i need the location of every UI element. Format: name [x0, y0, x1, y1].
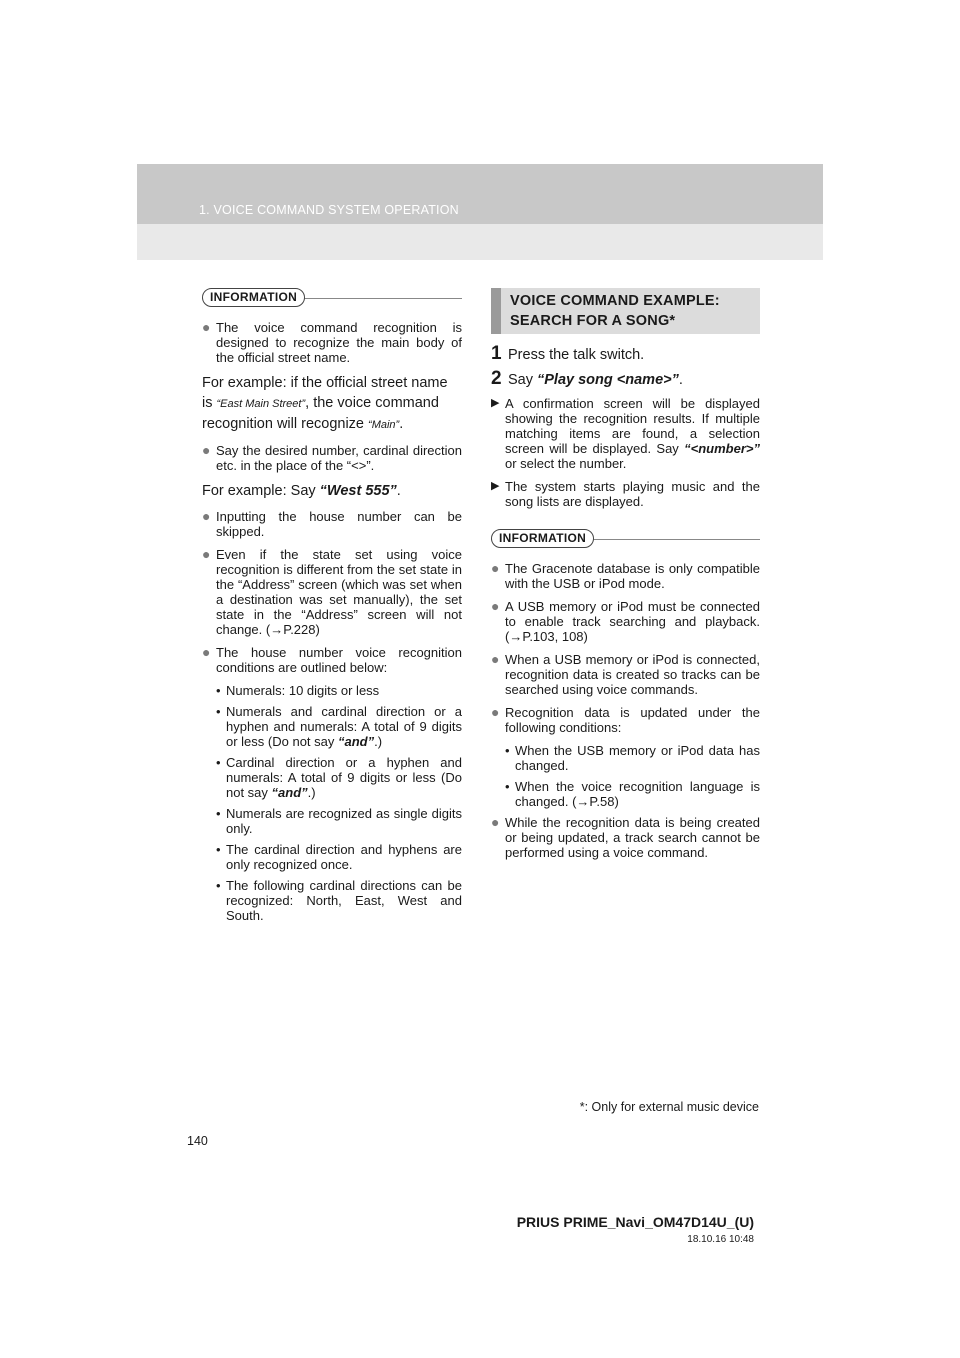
- dot-icon: •: [505, 779, 510, 794]
- bullet-text: Say the desired number, cardinal direction etc. in the place of the “<>”.: [216, 443, 462, 473]
- example-street-name: For example: if the official street name is “East Main Street”, the voice command recognition will recognize “Main”.: [202, 375, 448, 432]
- information-box-header: [491, 529, 760, 549]
- step-text: Say “Play song <name>”.: [508, 372, 683, 388]
- info-bullet: ● While the recognition data is being created or being updated, a track search cannot be performed using a voice command.: [491, 814, 760, 860]
- right-column: [491, 288, 760, 868]
- sub-item: • When the voice recognition language is changed. (→P.58): [505, 779, 760, 809]
- information-tag: INFORMATION: [491, 529, 594, 548]
- bullet-icon: ●: [202, 319, 211, 335]
- section-header-title: 1. VOICE COMMAND SYSTEM OPERATION: [199, 203, 459, 217]
- document-timestamp: 18.10.16 10:48: [687, 1234, 754, 1245]
- bullet-text: Inputting the house number can be skipped.: [216, 509, 462, 539]
- header-top-bar: [137, 164, 823, 224]
- step-2: [491, 368, 760, 389]
- bullet-text: The voice command recognition is designed to recognize the main body of the official street name.: [216, 320, 462, 365]
- section-heading-bar: [491, 288, 501, 334]
- left-column: [202, 288, 462, 929]
- bullet-icon: ●: [202, 546, 211, 562]
- arrow-icon: ▶: [491, 480, 500, 492]
- bullet-icon: ●: [491, 598, 500, 614]
- example-say-west: For example: Say “West 555”.: [202, 483, 401, 499]
- document-id: PRIUS PRIME_Navi_OM47D14U_(U): [516, 1214, 754, 1230]
- sub-item: • Numerals and cardinal direction or a hyphen and numerals: A total of 9 digits or less (Do not say “and”.): [216, 704, 462, 749]
- sub-item: • The cardinal direction and hyphens are only recognized once.: [216, 842, 462, 872]
- info-bullet: [202, 320, 462, 365]
- sub-item: • Numerals: 10 digits or less: [216, 683, 380, 698]
- section-heading-title: VOICE COMMAND EXAMPLE: SEARCH FOR A SONG*: [510, 293, 720, 329]
- dot-icon: •: [216, 683, 221, 698]
- arrow-icon: ▶: [491, 397, 500, 409]
- bullet-icon: ●: [491, 560, 500, 576]
- sub-item: • The following cardinal directions can be recognized: North, East, West and South.: [216, 878, 462, 923]
- dot-icon: •: [505, 743, 510, 758]
- header-band: [137, 164, 823, 260]
- info-bullet: [202, 645, 462, 675]
- step-bullet: ▶ A confirmation screen will be displayed showing the recognition results. If multiple matching items are found, a selection screen will be displayed. Say “<number>” or select the number.: [491, 396, 760, 471]
- info-bullet: [202, 443, 462, 473]
- information-tag: INFORMATION: [202, 288, 305, 307]
- footnote: *: Only for external music device: [579, 1100, 759, 1114]
- sub-item: • Cardinal direction or a hyphen and numerals: A total of 9 digits or less (Do not say “and”.): [216, 755, 462, 800]
- bullet-icon: ●: [491, 651, 500, 667]
- info-bullet: ● The Gracenote database is only compatible with the USB or iPod mode.: [491, 560, 760, 591]
- bullet-text: The house number voice recognition conditions are outlined below:: [216, 645, 462, 675]
- bullet-icon: ●: [491, 814, 500, 830]
- sub-item: • Numerals are recognized as single digits only.: [216, 806, 462, 836]
- info-bullet: [202, 547, 462, 637]
- page-number: 140: [187, 1134, 208, 1148]
- sub-item: • When the USB memory or iPod data has changed.: [505, 743, 760, 773]
- dot-icon: •: [216, 842, 221, 857]
- bullet-text: Even if the state set using voice recognition is different from the set state in the “Address” screen (which was set when a destination was set manually), the set state in the “Address” screen will not change. (→P.228): [216, 547, 462, 637]
- step-text: Press the talk switch.: [508, 347, 645, 363]
- step-bullet: ▶ The system starts playing music and the song lists are displayed.: [491, 479, 760, 509]
- info-bullet: ● A USB memory or iPod must be connected to enable track searching and playback. (→P.103, 108): [491, 598, 760, 644]
- step-number: 1: [491, 343, 502, 364]
- info-bullet: [202, 509, 462, 539]
- dot-icon: •: [216, 755, 221, 770]
- step-1: [491, 343, 760, 364]
- information-box-header: [202, 288, 462, 308]
- section-heading: [491, 288, 760, 334]
- dot-icon: •: [216, 806, 221, 821]
- step-number: 2: [491, 368, 502, 389]
- info-bullet: ● When a USB memory or iPod is connected, recognition data is created so tracks can be searched using voice commands.: [491, 651, 760, 697]
- bullet-icon: ●: [202, 442, 211, 458]
- info-bullet: ● Recognition data is updated under the following conditions:: [491, 704, 760, 735]
- dot-icon: •: [216, 704, 221, 719]
- bullet-icon: ●: [491, 704, 500, 720]
- dot-icon: •: [216, 878, 221, 893]
- bullet-icon: ●: [202, 508, 211, 524]
- bullet-icon: ●: [202, 644, 211, 660]
